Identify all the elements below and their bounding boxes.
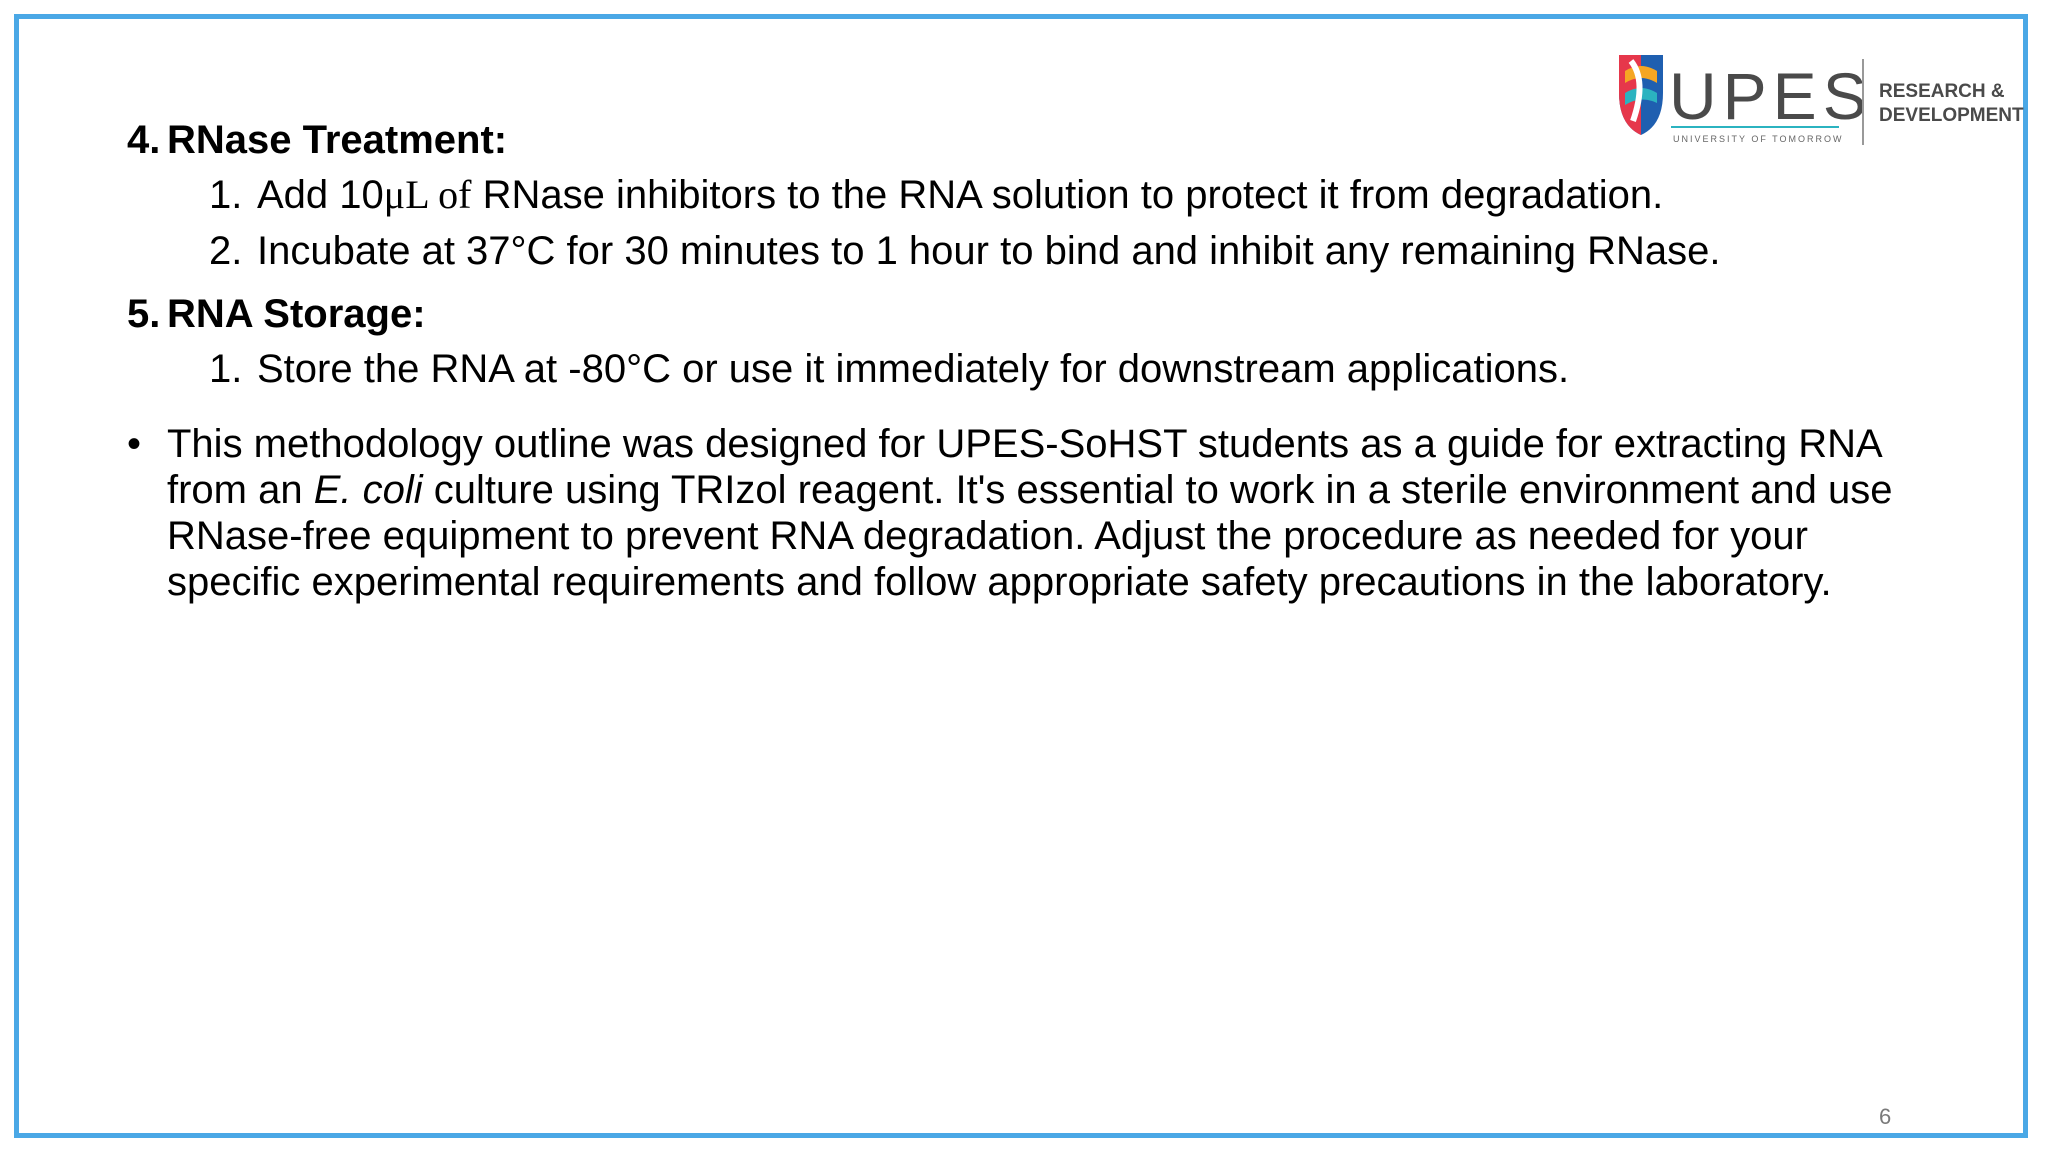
note-text-part: This methodology outline was designed for UPES-SoHST students as a guide for extracting RNA from an: [167, 422, 1881, 512]
step-number: 1.: [209, 173, 243, 217]
unit-text: μL of: [383, 172, 472, 217]
step-number: 2.: [209, 229, 243, 273]
logo-dept-line1: RESEARCH &: [1879, 81, 2005, 102]
step-list: [127, 341, 1927, 397]
list-item: [127, 223, 1927, 279]
section-rna-storage: [127, 291, 1927, 397]
step-text: Incubate at 37°C for 30 minutes to 1 hour to bind and inhibit any remaining RNase.: [257, 229, 1721, 273]
step-list: [127, 167, 1927, 279]
organism-name: E. coli: [313, 468, 423, 512]
section-title: RNA Storage:: [167, 292, 426, 336]
section-heading: [127, 117, 1927, 163]
step-text: Store the RNA at -80°C or use it immediately for downstream applications.: [257, 347, 1570, 391]
step-number: 1.: [209, 347, 243, 391]
logo-brand: UPES: [1669, 59, 1873, 133]
section-number: 5.: [127, 292, 161, 336]
page-number: 6: [1879, 1104, 1892, 1129]
note-text-part: culture using TRIzol reagent. It's essential to work in a sterile environment and use RNase-free equipment to prevent RNA degradation. Adjust the procedure as needed for your specific experimental requirements and follow appropriate safety precautions in the laboratory.: [167, 468, 1893, 604]
slide: [14, 14, 2028, 1138]
note-text: [167, 421, 1927, 605]
logo-dept-line2: DEVELOPMENT: [1879, 105, 2024, 126]
section-title: RNase Treatment:: [167, 118, 508, 162]
step-text-part: RNase inhibitors to the RNA solution to protect it from degradation.: [471, 173, 1664, 217]
logo-tagline: UNIVERSITY OF TOMORROW: [1673, 134, 1844, 144]
slide-content: [127, 117, 1927, 605]
list-item: [127, 167, 1927, 223]
bullet-icon: •: [127, 422, 142, 466]
section-rnase-treatment: [127, 117, 1927, 279]
list-item: [127, 341, 1927, 397]
methodology-note: [127, 421, 1927, 605]
section-heading: [127, 291, 1927, 337]
step-text: [257, 167, 1663, 223]
step-text-part: Add 10: [257, 173, 384, 217]
section-number: 4.: [127, 118, 161, 162]
